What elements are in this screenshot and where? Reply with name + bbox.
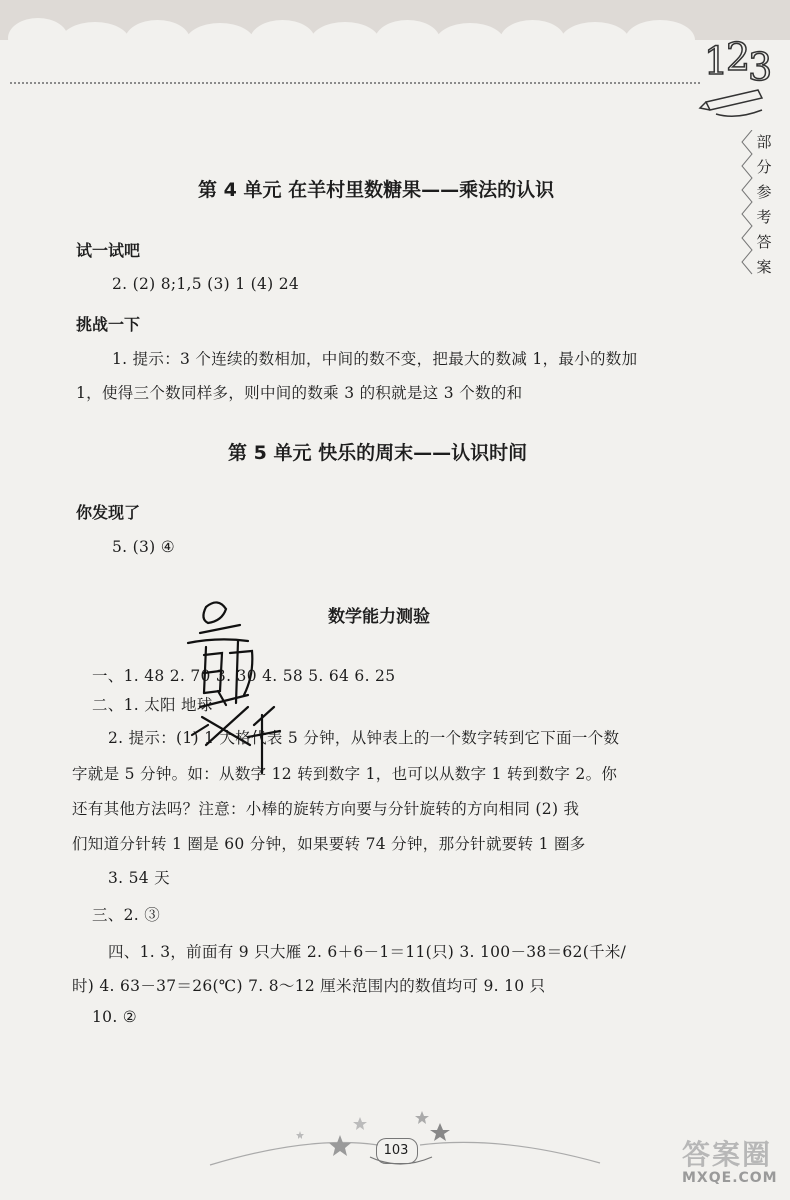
unit5-title: 第 5 单元 快乐的周末——认识时间 xyxy=(228,442,528,464)
unit4-section1-heading: 试一试吧 xyxy=(76,241,141,260)
unit4-title: 第 4 单元 在羊村里数糖果——乘法的认识 xyxy=(198,179,555,201)
section-sidebar-label xyxy=(738,130,778,280)
answer-line: 时) 4. 63－37＝26(℃) 7. 8～12 厘米范围内的数值均可 9. 10 只 xyxy=(72,977,546,995)
answer-line: 三、2. ③ xyxy=(92,906,161,924)
answer-line: 10. ② xyxy=(92,1008,137,1026)
numbers-pencil-logo-icon xyxy=(696,32,776,122)
svg-text:3: 3 xyxy=(748,45,773,89)
watermark-logo-text: 答案圈 xyxy=(682,1138,773,1171)
answer-line: 一、1. 48 2. 70 3. 30 4. 58 5. 64 6. 25 xyxy=(92,667,396,685)
sidebar-char: 参 xyxy=(756,183,772,201)
answer-line: 5. (3) ④ xyxy=(112,538,175,556)
sidebar-char: 分 xyxy=(756,158,772,176)
handwritten-scribble xyxy=(178,595,288,775)
watermark-url: MXQE.COM xyxy=(682,1170,778,1186)
unit5-section1-heading: 你发现了 xyxy=(76,503,141,522)
sidebar-char: 考 xyxy=(756,208,772,226)
header-band xyxy=(0,0,790,40)
sidebar-char: 部 xyxy=(756,133,772,151)
answer-line: 们知道分针转 1 圈是 60 分钟，如果要转 74 分钟，那分针就要转 1 圈多 xyxy=(72,835,586,853)
answer-line: 四、1. 3，前面有 9 只大雁 2. 6＋6－1＝11(只) 3. 100－38＝62(千米/ xyxy=(108,943,627,961)
answer-line: 1，使得三个数同样多，则中间的数乘 3 的积就是这 3 个数的和 xyxy=(76,384,523,402)
answer-line: 2. (2) 8;1,5 (3) 1 (4) 24 xyxy=(112,275,300,293)
answer-line: 3. 54 天 xyxy=(108,869,170,887)
answer-line: 二、1. 太阳 地球 xyxy=(92,696,213,714)
svg-text:1: 1 xyxy=(704,39,729,83)
test-title: 数学能力测验 xyxy=(328,607,430,627)
site-watermark xyxy=(682,1140,790,1200)
sidebar-char: 案 xyxy=(756,258,772,276)
sidebar-char: 答 xyxy=(756,233,772,251)
answer-line: 1. 提示：3 个连续的数相加，中间的数不变，把最大的数减 1，最小的数加 xyxy=(112,350,638,368)
page-number: 103 xyxy=(383,1143,409,1158)
unit4-section2-heading: 挑战一下 xyxy=(76,315,141,334)
answer-line: 2. 提示：(1) 1 大格代表 5 分钟，从钟表上的一个数字转到它下面一个数 xyxy=(108,729,620,747)
answer-line: 字就是 5 分钟。如：从数字 12 转到数字 1，也可以从数字 1 转到数字 2。你 xyxy=(72,765,618,783)
svg-text:2: 2 xyxy=(726,35,751,79)
answer-line: 还有其他方法吗？注意：小棒的旋转方向要与分针旋转的方向相同 (2) 我 xyxy=(72,800,580,818)
header-divider xyxy=(10,82,700,84)
